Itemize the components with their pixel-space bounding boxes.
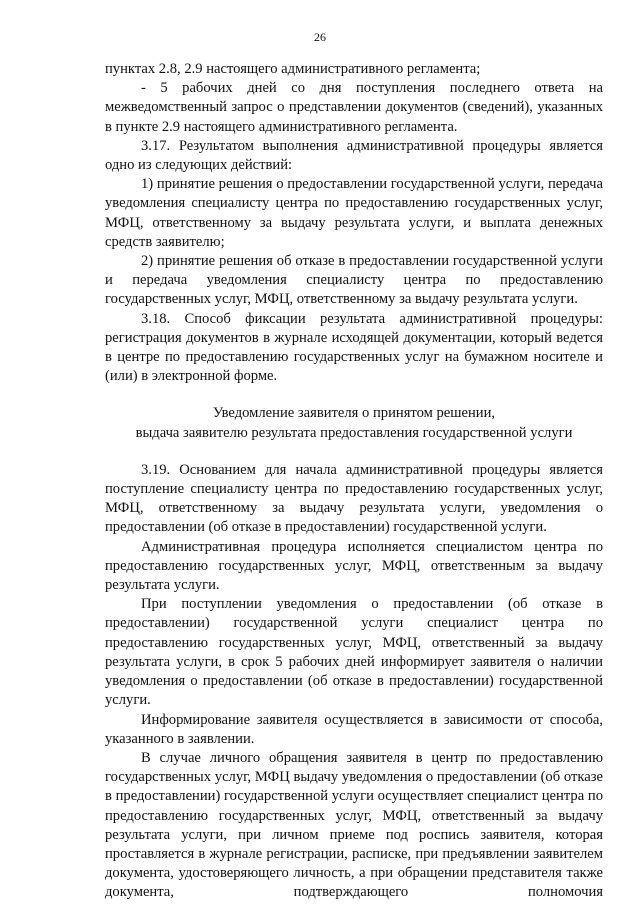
paragraph: Административная процедура исполняется специалистом центра по предоставлению государственных услуг, МФЦ, ответственным за выдачу результата услуги. [105,538,603,594]
paragraph: 3.18. Способ фиксации результата административной процедуры: регистрация документов в журнале исходящей документации, который ведется в центре по предоставлению государственных услуг на бумажном носителе и (или) в электронной форме. [105,310,603,385]
page-number: 26 [314,30,326,44]
paragraph: 2) принятие решения об отказе в предоставлении государственной услуги и передача уведомления специалисту центра по предоставлению государственных услуг, МФЦ, ответственному за выдачу результата услуги. [105,253,603,308]
section-heading-line: выдача заявителю результата предоставления государственной услуги [135,424,573,441]
section-heading [105,404,603,442]
paragraph: Информирование заявителя осуществляется в зависимости от способа, указанного в заявлении. [105,711,603,747]
paragraph: 3.17. Результатом выполнения административной процедуры является одно из следующих действий: [105,137,603,174]
paragraphs-top [105,60,603,386]
paragraphs-bottom [105,461,603,903]
paragraph: - 5 рабочих дней со дня поступления последнего ответа на межведомственный запрос о представлении документов (сведений), указанных в пункте 2.9 настоящего административного регламента. [105,80,603,135]
paragraph: 1) принятие решения о предоставлении государственной услуги, передача уведомления специалисту центра по предоставлению государственных услуг, МФЦ, ответственному за выдачу результата услуги, и выплата денежных средств заявителю; [105,176,603,250]
paragraph-continued: В случае личного обращения заявителя в центр по предоставлению государственных услуг, МФЦ выдачу уведомления о предоставлении (об отказе в предоставлении) государственной услуги осуществляет специалист центра по предоставлению государственных услуг, МФЦ, ответственный за выдачу результата услуги, при личном приеме под роспись заявителя, которая проставляется в журнале регистрации, расписке, при предъявлении заявителем документа, удостоверяющего личность, а при обращении представителя также документа, подтверждающего полномочия [105,749,603,901]
paragraph: 3.19. Основанием для начала административной процедуры является поступление специалисту центра по предоставлению государственных услуг, МФЦ, ответственному за выдачу результата услуги, уведомления о предоставлении (об отказе в предоставлении) государственной услуги. [105,461,603,536]
document-body [105,60,603,903]
paragraph: При поступлении уведомления о предоставлении (об отказе в предоставлении) государственной услуги специалист центра по предоставлению государственных услуг, МФЦ, ответственный за выдачу результата услуги, в срок 5 рабочих дней информирует заявителя о наличии уведомления о предоставлении (об отказе в предоставлении) государственной услуги. [105,596,603,709]
paragraph: пунктах 2.8, 2.9 настоящего административного регламента; [105,61,481,77]
section-heading-line: Уведомление заявителя о принятом решении, [212,405,496,422]
